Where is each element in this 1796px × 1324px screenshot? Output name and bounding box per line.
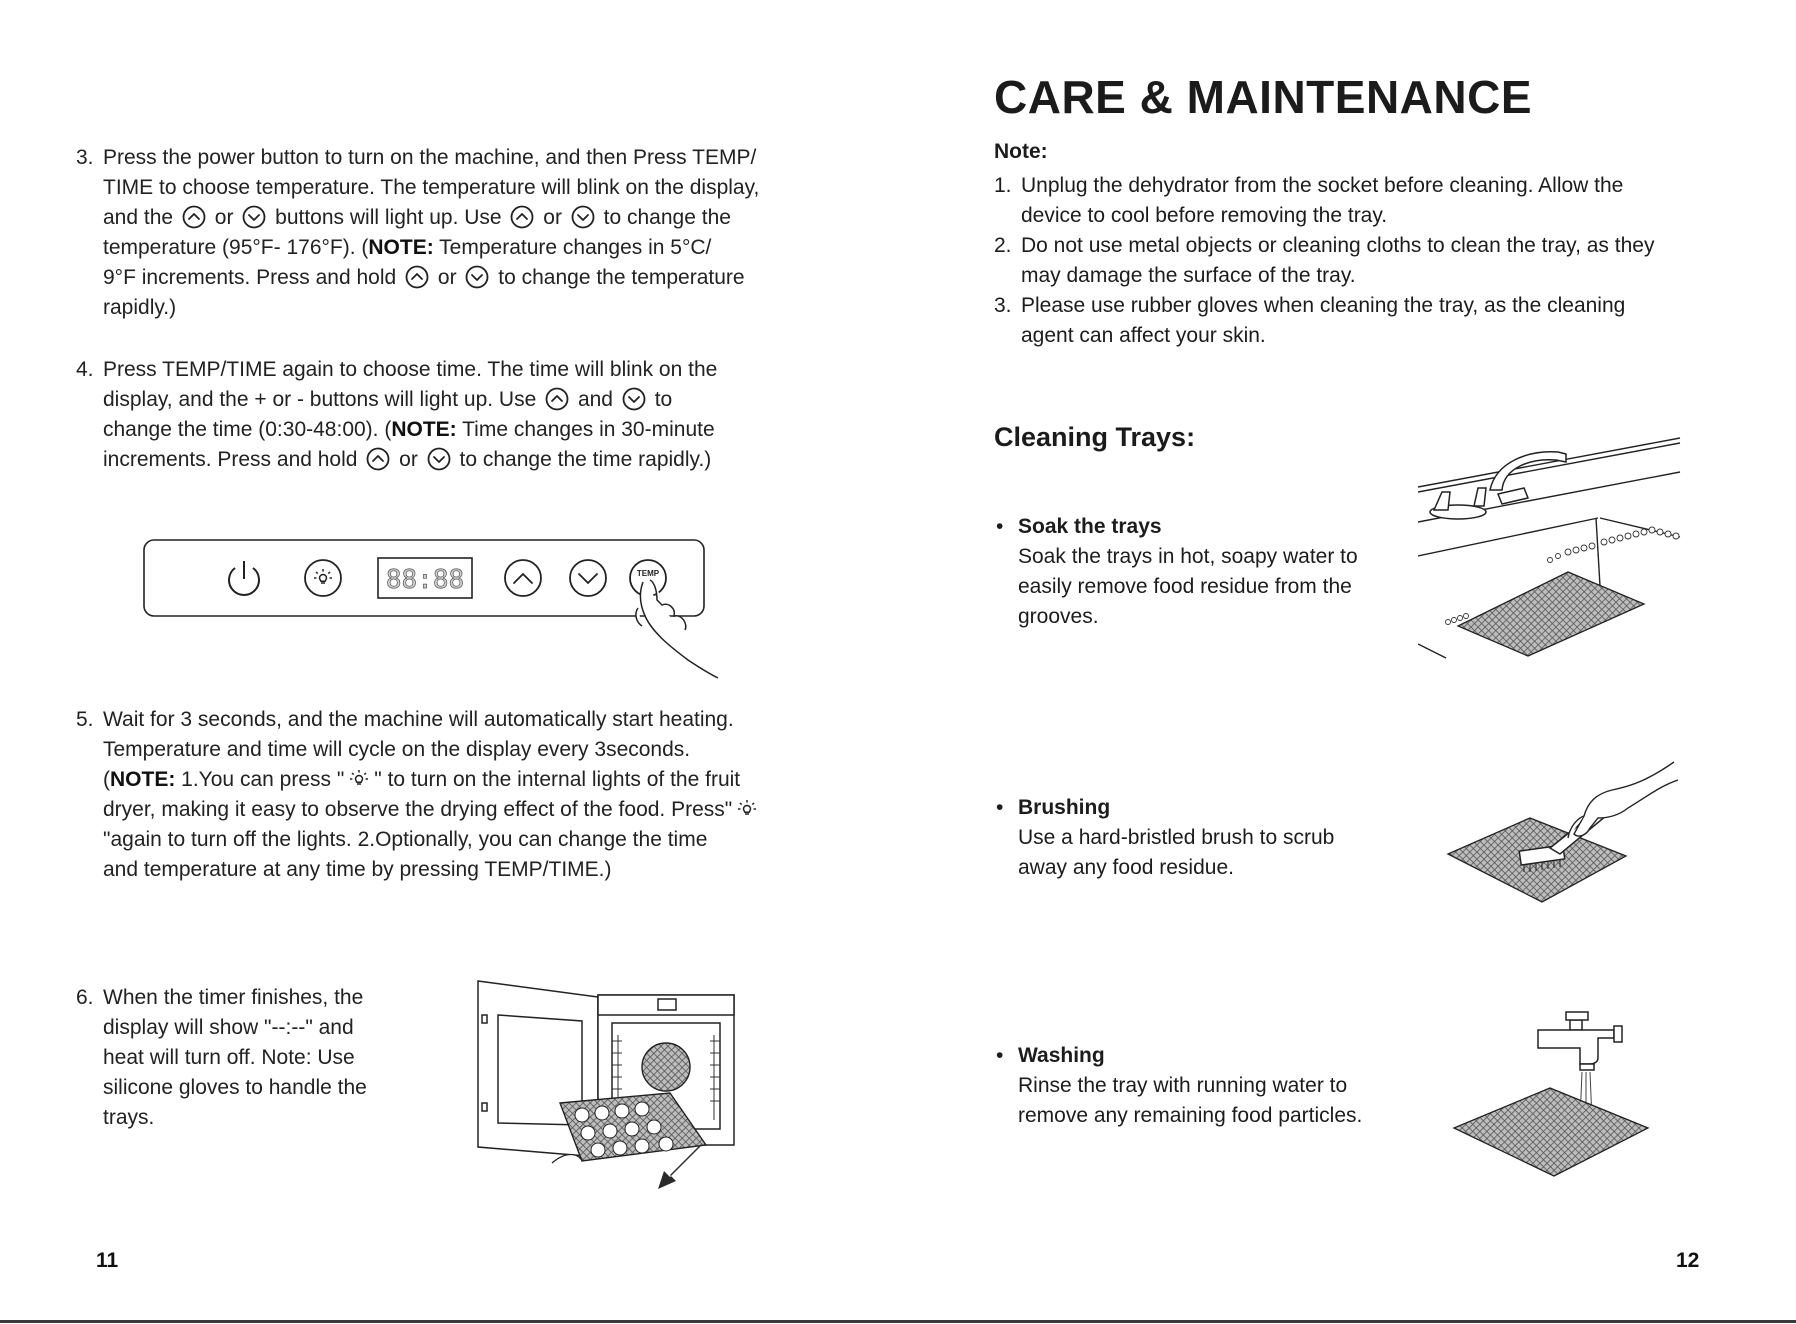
care-notes-list <box>994 171 1654 351</box>
step-4-line-1: Press TEMP/TIME again to choose time. The time will blink on the <box>103 358 718 381</box>
step-6-line-5: trays. <box>103 1106 155 1129</box>
washing-illustration <box>1448 1000 1668 1190</box>
hand-illustration <box>1568 762 1678 838</box>
care-item-line: remove any remaining food particles. <box>1018 1104 1363 1127</box>
text: Temperature changes in 5°C/ <box>433 236 712 259</box>
temp-button-label: TEMP <box>636 569 660 578</box>
brushing-illustration <box>1438 756 1678 916</box>
page-number: 11 <box>96 1249 119 1272</box>
step-4 <box>76 355 856 475</box>
step-3-line-2: TIME to choose temperature. The temperature will blink on the display, <box>103 176 760 199</box>
step-5-line-2: Temperature and time will cycle on the display every 3seconds. <box>103 738 691 761</box>
up-arrow-circle-icon <box>366 447 390 471</box>
down-arrow-circle-icon <box>571 205 595 229</box>
text: 9°F increments. Press and hold <box>103 266 397 289</box>
text: or <box>399 448 418 471</box>
note-label: NOTE: <box>110 768 176 791</box>
note-label: NOTE: <box>368 236 434 259</box>
note-label: Note: <box>994 140 1048 163</box>
care-item-title: Washing <box>1018 1044 1105 1067</box>
note-line: Please use rubber gloves when cleaning the tray, as the cleaning <box>1021 294 1626 317</box>
step-3-line-4 <box>103 233 856 263</box>
text: temperature (95°F- 176°F). ( <box>103 236 369 259</box>
care-item-title: Soak the trays <box>1018 515 1162 538</box>
step-5-line-4 <box>103 795 876 825</box>
tap-icon <box>1538 1012 1622 1070</box>
care-item-title: Brushing <box>1018 796 1111 819</box>
step-4-line-4 <box>103 445 856 475</box>
note-number: 1. <box>994 174 1012 197</box>
bottom-rule <box>0 1320 1796 1323</box>
step-4-line-3 <box>103 415 856 445</box>
text: display, and the + or - buttons will light up. Use <box>103 388 537 411</box>
note-item <box>994 291 1654 351</box>
text: and the <box>103 206 174 229</box>
note-number: 3. <box>994 294 1012 317</box>
up-arrow-circle-icon <box>510 205 534 229</box>
text: Time changes in 30-minute <box>456 418 715 441</box>
step-number: 3. <box>76 146 94 169</box>
bullet: • <box>996 1044 1004 1067</box>
down-arrow-circle-icon <box>465 265 489 289</box>
light-bulb-icon <box>735 797 759 821</box>
text: and <box>577 388 613 411</box>
text: to change the <box>603 206 731 229</box>
text: " to turn on the internal lights of the fruit <box>374 768 741 791</box>
step-5-line-6: and temperature at any time by pressing TEMP/TIME.) <box>103 858 612 881</box>
step-6-line-3: heat will turn off. Note: Use <box>103 1046 355 1069</box>
step-6 <box>76 983 456 1133</box>
step-6-line-2: display will show "--:--" and <box>103 1016 354 1039</box>
text: ( <box>103 768 110 791</box>
step-5 <box>76 705 876 885</box>
note-line: device to cool before removing the tray. <box>1021 204 1388 227</box>
text: or <box>214 206 234 229</box>
page-number: 12 <box>1676 1249 1700 1272</box>
text: buttons will light up. Use <box>275 206 502 229</box>
step-5-line-5: "again to turn off the lights. 2.Optionally, you can change the time <box>103 828 708 851</box>
right-page <box>898 0 1796 1324</box>
light-bulb-icon <box>347 767 371 791</box>
text: increments. Press and hold <box>103 448 358 471</box>
up-arrow-circle-icon <box>182 205 206 229</box>
text: or <box>437 266 457 289</box>
bullet: • <box>996 796 1004 819</box>
step-number: 4. <box>76 358 94 381</box>
step-6-line-1: When the timer finishes, the <box>103 986 364 1009</box>
down-arrow-circle-icon <box>427 447 451 471</box>
step-3-line-1: Press the power button to turn on the machine, and then Press TEMP/ <box>103 146 757 169</box>
control-panel-illustration <box>140 530 720 680</box>
care-item-soak <box>994 512 1414 632</box>
step-6-line-4: silicone gloves to handle the <box>103 1076 367 1099</box>
note-line: agent can affect your skin. <box>1021 324 1266 347</box>
note-number: 2. <box>994 234 1012 257</box>
step-3-line-3 <box>103 203 856 233</box>
section-heading: Cleaning Trays: <box>994 422 1196 452</box>
text: to <box>654 388 673 411</box>
step-3 <box>76 143 856 323</box>
step-5-line-3 <box>103 765 876 795</box>
step-5-line-1: Wait for 3 seconds, and the machine will automatically start heating. <box>103 708 734 731</box>
up-arrow-circle-icon <box>405 265 429 289</box>
bullet: • <box>996 515 1004 538</box>
step-3-line-6: rapidly.) <box>103 296 177 319</box>
note-item <box>994 171 1654 231</box>
note-label: NOTE: <box>391 418 457 441</box>
text: dryer, making it easy to observe the drying effect of the food. Press" <box>103 798 733 821</box>
care-item-line: Soak the trays in hot, soapy water to <box>1018 545 1358 568</box>
care-item-brushing <box>994 793 1414 883</box>
text: 1.You can press " <box>175 768 345 791</box>
care-item-line: Use a hard-bristled brush to scrub <box>1018 826 1335 849</box>
step-number: 5. <box>76 708 94 731</box>
note-line: Unplug the dehydrator from the socket before cleaning. Allow the <box>1021 174 1624 197</box>
note-line: may damage the surface of the tray. <box>1021 264 1356 287</box>
care-item-line: grooves. <box>1018 605 1099 628</box>
step-4-line-2 <box>103 385 856 415</box>
care-item-washing <box>994 1041 1414 1131</box>
step-3-line-5 <box>103 263 856 293</box>
care-item-line: Rinse the tray with running water to <box>1018 1074 1348 1097</box>
text: to change the time rapidly.) <box>459 448 712 471</box>
text: or <box>543 206 562 229</box>
step-number: 6. <box>76 986 94 1009</box>
page-title: CARE & MAINTENANCE <box>994 71 1532 123</box>
text: to change the temperature <box>498 266 745 289</box>
care-item-line: easily remove food residue from the <box>1018 575 1352 598</box>
dehydrator-tray-illustration <box>470 975 740 1195</box>
panel-display: 88:88 <box>385 565 465 595</box>
sink-soak-illustration <box>1418 432 1683 662</box>
up-arrow-circle-icon <box>545 387 569 411</box>
note-line: Do not use metal objects or cleaning cloths to clean the tray, as they <box>1021 234 1655 257</box>
down-arrow-circle-icon <box>242 205 266 229</box>
text: change the time (0:30-48:00). ( <box>103 418 392 441</box>
down-arrow-circle-icon <box>622 387 646 411</box>
note-item <box>994 231 1654 291</box>
care-item-line: away any food residue. <box>1018 856 1234 879</box>
